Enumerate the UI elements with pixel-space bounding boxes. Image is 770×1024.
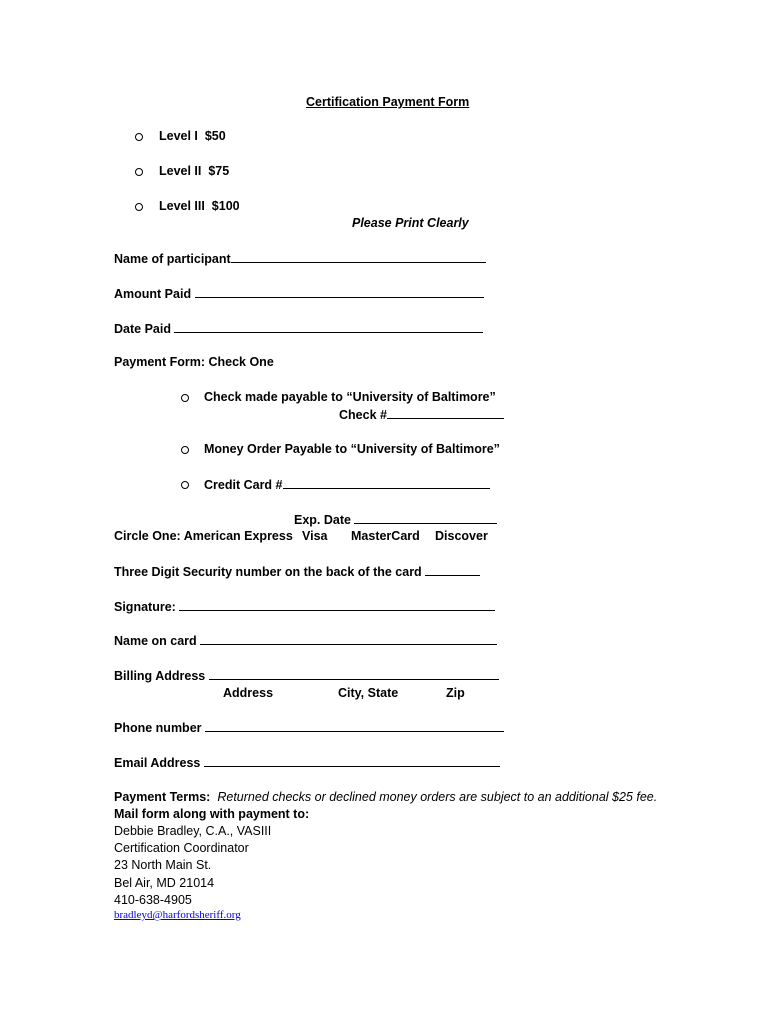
card-option-visa[interactable]: Visa bbox=[302, 529, 328, 543]
exp-date-label: Exp. Date bbox=[294, 513, 355, 527]
money-order-radio[interactable] bbox=[181, 446, 189, 454]
name-on-card-line[interactable] bbox=[200, 632, 497, 645]
contact-role: Certification Coordinator bbox=[114, 841, 249, 855]
participant-field[interactable] bbox=[114, 250, 486, 267]
exp-date-field[interactable] bbox=[294, 511, 497, 528]
level-2-label: Level II $75 bbox=[159, 164, 230, 178]
date-paid-label: Date Paid bbox=[114, 322, 175, 336]
signature-label: Signature: bbox=[114, 600, 180, 614]
level-1-label: Level I $50 bbox=[159, 129, 226, 143]
contact-phone: 410-638-4905 bbox=[114, 893, 192, 907]
billing-address-field[interactable] bbox=[114, 667, 499, 684]
payment-terms-label: Payment Terms: bbox=[114, 790, 211, 804]
credit-card-line[interactable] bbox=[283, 476, 490, 489]
participant-label: Name of participant bbox=[114, 252, 231, 266]
city-state-caption: City, State bbox=[338, 686, 399, 700]
contact-email-link[interactable]: bradleyd@harfordsheriff.org bbox=[114, 909, 241, 921]
check-number-field[interactable] bbox=[339, 406, 504, 423]
card-option-mastercard[interactable]: MasterCard bbox=[351, 529, 420, 543]
security-line[interactable] bbox=[425, 563, 480, 576]
amount-paid-line[interactable] bbox=[195, 285, 484, 298]
card-option-discover[interactable]: Discover bbox=[435, 529, 488, 543]
credit-card-field[interactable] bbox=[204, 476, 490, 493]
email-field[interactable] bbox=[114, 754, 500, 771]
check-option-radio[interactable] bbox=[181, 394, 189, 402]
print-note: Please Print Clearly bbox=[352, 216, 469, 230]
check-option-label: Check made payable to “University of Baltimore” bbox=[204, 390, 496, 404]
address-caption: Address bbox=[223, 686, 274, 700]
form-title: Certification Payment Form bbox=[306, 95, 470, 109]
contact-city: Bel Air, MD 21014 bbox=[114, 876, 215, 890]
check-number-label: Check # bbox=[339, 408, 387, 422]
name-on-card-field[interactable] bbox=[114, 632, 497, 649]
phone-field[interactable] bbox=[114, 719, 504, 736]
email-label: Email Address bbox=[114, 756, 204, 770]
billing-address-line[interactable] bbox=[209, 667, 499, 680]
check-number-line[interactable] bbox=[387, 406, 504, 419]
level-2-radio[interactable] bbox=[135, 168, 143, 176]
amount-paid-label: Amount Paid bbox=[114, 287, 195, 301]
contact-street: 23 North Main St. bbox=[114, 858, 212, 872]
level-3-radio[interactable] bbox=[135, 203, 143, 211]
level-1-radio[interactable] bbox=[135, 133, 143, 141]
signature-field[interactable] bbox=[114, 598, 495, 615]
security-field[interactable] bbox=[114, 563, 480, 580]
circle-one-label: Circle One: American Express bbox=[114, 529, 293, 543]
money-order-label: Money Order Payable to “University of Baltimore” bbox=[204, 442, 500, 456]
exp-date-line[interactable] bbox=[354, 511, 497, 524]
payment-terms bbox=[114, 789, 657, 805]
level-3-label: Level III $100 bbox=[159, 199, 240, 213]
security-label: Three Digit Security number on the back of the card bbox=[114, 565, 426, 579]
billing-address-label: Billing Address bbox=[114, 669, 209, 683]
contact-name: Debbie Bradley, C.A., VASIII bbox=[114, 824, 272, 838]
participant-line[interactable] bbox=[231, 250, 486, 263]
phone-label: Phone number bbox=[114, 721, 205, 735]
name-on-card-label: Name on card bbox=[114, 634, 201, 648]
credit-card-label: Credit Card # bbox=[204, 478, 283, 492]
signature-line[interactable] bbox=[179, 598, 495, 611]
payment-form-label: Payment Form: Check One bbox=[114, 355, 274, 369]
payment-terms-text: Returned checks or declined money orders are subject to an additional $25 fee. bbox=[217, 790, 658, 804]
credit-card-radio[interactable] bbox=[181, 481, 189, 489]
amount-paid-field[interactable] bbox=[114, 285, 484, 302]
date-paid-field[interactable] bbox=[114, 320, 483, 337]
date-paid-line[interactable] bbox=[174, 320, 483, 333]
mail-heading: Mail form along with payment to: bbox=[114, 807, 310, 821]
email-line[interactable] bbox=[204, 754, 500, 767]
phone-line[interactable] bbox=[205, 719, 504, 732]
zip-caption: Zip bbox=[446, 686, 465, 700]
